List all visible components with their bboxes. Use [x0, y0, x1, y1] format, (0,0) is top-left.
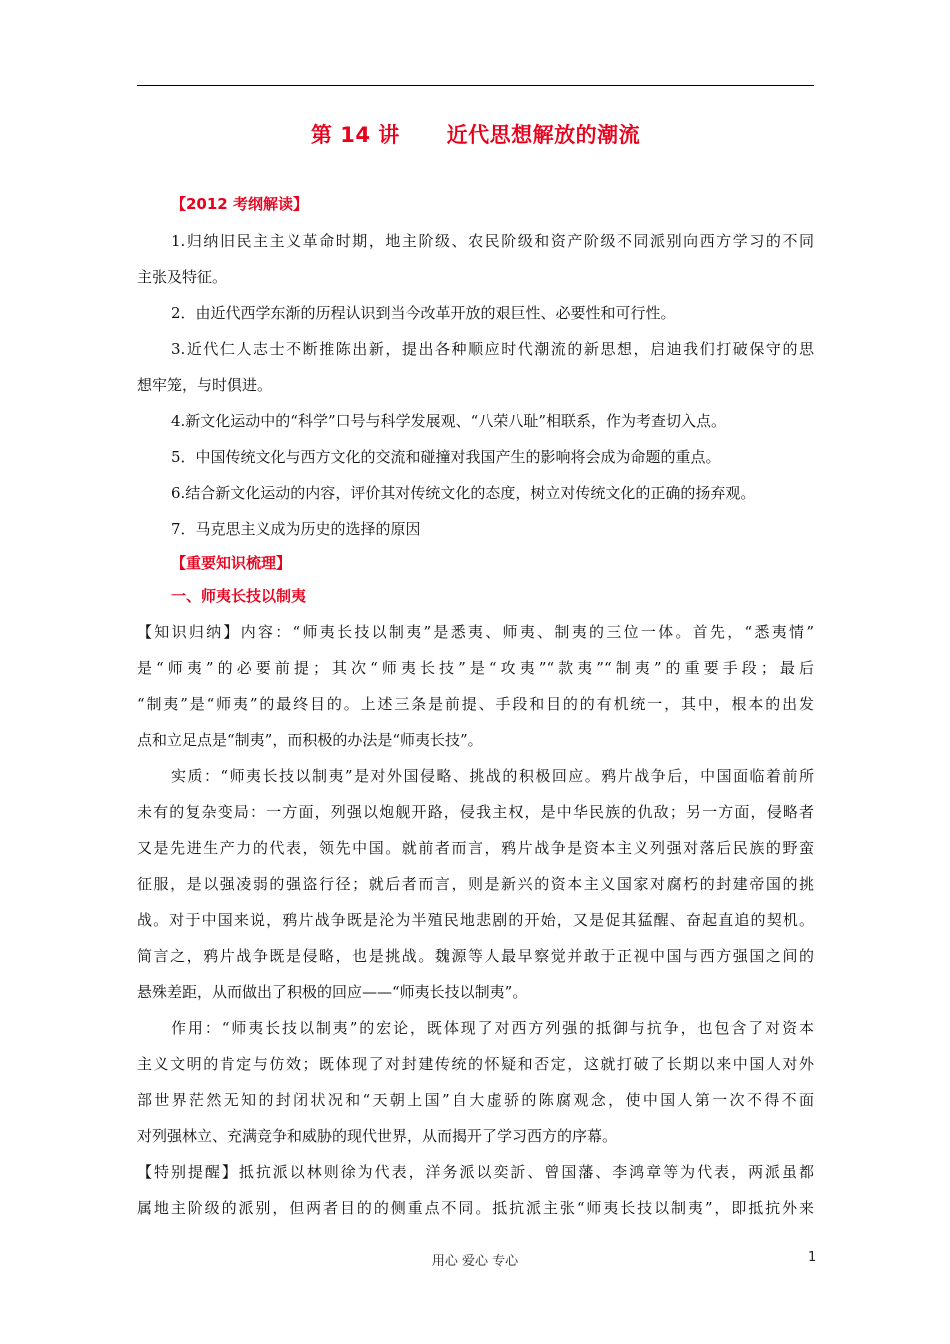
- exam-point-5: 5．中国传统文化与西方文化的交流和碰撞对我国产生的影响将会成为命题的重点。: [171, 448, 721, 466]
- essence-paragraph-line: 实质：“师夷长技以制夷”是对外国侵略、挑战的积极回应。鸦片战争后，中国面临着前所: [171, 767, 814, 785]
- knowledge-paragraph-line: 是“师夷”的必要前提；其次“师夷长技”是“攻夷”“款夷”“制夷”的重要手段；最后: [137, 659, 814, 677]
- exam-point-1-line-1: 1.归纳旧民主主义革命时期，地主阶级、农民阶级和资产阶级不同派别向西方学习的不同: [171, 232, 814, 250]
- essence-paragraph-line: 征服，是以强凌弱的强盗行径；就后者而言，则是新兴的资本主义国家对腐朽的封建帝国的挑: [137, 875, 814, 893]
- essence-paragraph-line: 悬殊差距，从而做出了积极的回应——“师夷长技以制夷”。: [137, 983, 528, 1001]
- exam-point-2: 2．由近代西学东渐的历程认识到当今改革开放的艰巨性、必要性和可行性。: [171, 304, 676, 322]
- footer-slogan: 用心 爱心 专心: [431, 1254, 519, 1269]
- effect-paragraph-line: 主义文明的肯定与仿效；既体现了对封建传统的怀疑和否定，这就打破了长期以来中国人对外: [137, 1055, 814, 1073]
- exam-point-1-line-2: 主张及特征。: [137, 268, 228, 286]
- knowledge-heading: 【重要知识梳理】: [171, 554, 292, 572]
- exam-point-7: 7．马克思主义成为历史的选择的原因: [171, 520, 421, 538]
- effect-paragraph-line: 部世界茫然无知的封闭状况和“天朝上国”自大虚骄的陈腐观念，使中国人第一次不得不面: [137, 1091, 814, 1109]
- essence-paragraph-line: 又是先进生产力的代表，领先中国。就前者而言，鸦片战争是资本主义列强对落后民族的野蛮: [137, 839, 814, 857]
- knowledge-paragraph-line: “制夷”是“师夷”的最终目的。上述三条是前提、手段和目的的有机统一，其中，根本的出发: [137, 695, 814, 713]
- knowledge-paragraph-line: 点和立足点是“制夷”，而积极的办法是“师夷长技”。: [137, 731, 483, 749]
- effect-paragraph-line: 作用：“师夷长技以制夷”的宏论，既体现了对西方列强的抵御与抗争，也包含了对资本: [171, 1019, 814, 1037]
- essence-paragraph-line: 未有的复杂变局：一方面，列强以炮舰开路，侵我主权，是中华民族的仇敌；另一方面，侵略者: [137, 803, 814, 821]
- document-title: 第 14 讲 近代思想解放的潮流: [310, 123, 641, 147]
- page-number: 1: [808, 1250, 817, 1265]
- essence-paragraph-line: 战。对于中国来说，鸦片战争既是沦为半殖民地悲剧的开始，又是促其猛醒、奋起直追的契机。: [137, 911, 814, 929]
- knowledge-subheading: 一、师夷长技以制夷: [171, 587, 307, 605]
- reminder-paragraph-line: 属地主阶级的派别，但两者目的的侧重点不同。抵抗派主张“师夷长技以制夷”，即抵抗外来: [137, 1199, 814, 1217]
- reminder-paragraph-line: 【特别提醒】抵抗派以林则徐为代表，洋务派以奕訢、曾国藩、李鸿章等为代表，两派虽都: [137, 1163, 814, 1181]
- exam-outline-heading: 【2012 考纲解读】: [171, 195, 308, 213]
- header-rule: [137, 85, 814, 86]
- exam-point-3-line-2: 想牢笼，与时俱进。: [137, 376, 273, 394]
- essence-paragraph-line: 简言之，鸦片战争既是侵略，也是挑战。魏源等人最早察觉并敢于正视中国与西方强国之间的: [137, 947, 814, 965]
- effect-paragraph-line: 对列强林立、充满竞争和威胁的现代世界，从而揭开了学习西方的序幕。: [137, 1127, 618, 1145]
- knowledge-paragraph-line: 【知识归纳】内容：“师夷长技以制夷”是悉夷、师夷、制夷的三位一体。首先，“悉夷情”: [137, 623, 814, 641]
- exam-point-4: 4.新文化运动中的“科学”口号与科学发展观、“八荣八耻”相联系，作为考查切入点。: [171, 412, 726, 430]
- exam-point-6: 6.结合新文化运动的内容，评价其对传统文化的态度，树立对传统文化的正确的扬弃观。: [171, 484, 756, 502]
- exam-point-3-line-1: 3.近代仁人志士不断推陈出新，提出各种顺应时代潮流的新思想，启迪我们打破保守的思: [171, 340, 814, 358]
